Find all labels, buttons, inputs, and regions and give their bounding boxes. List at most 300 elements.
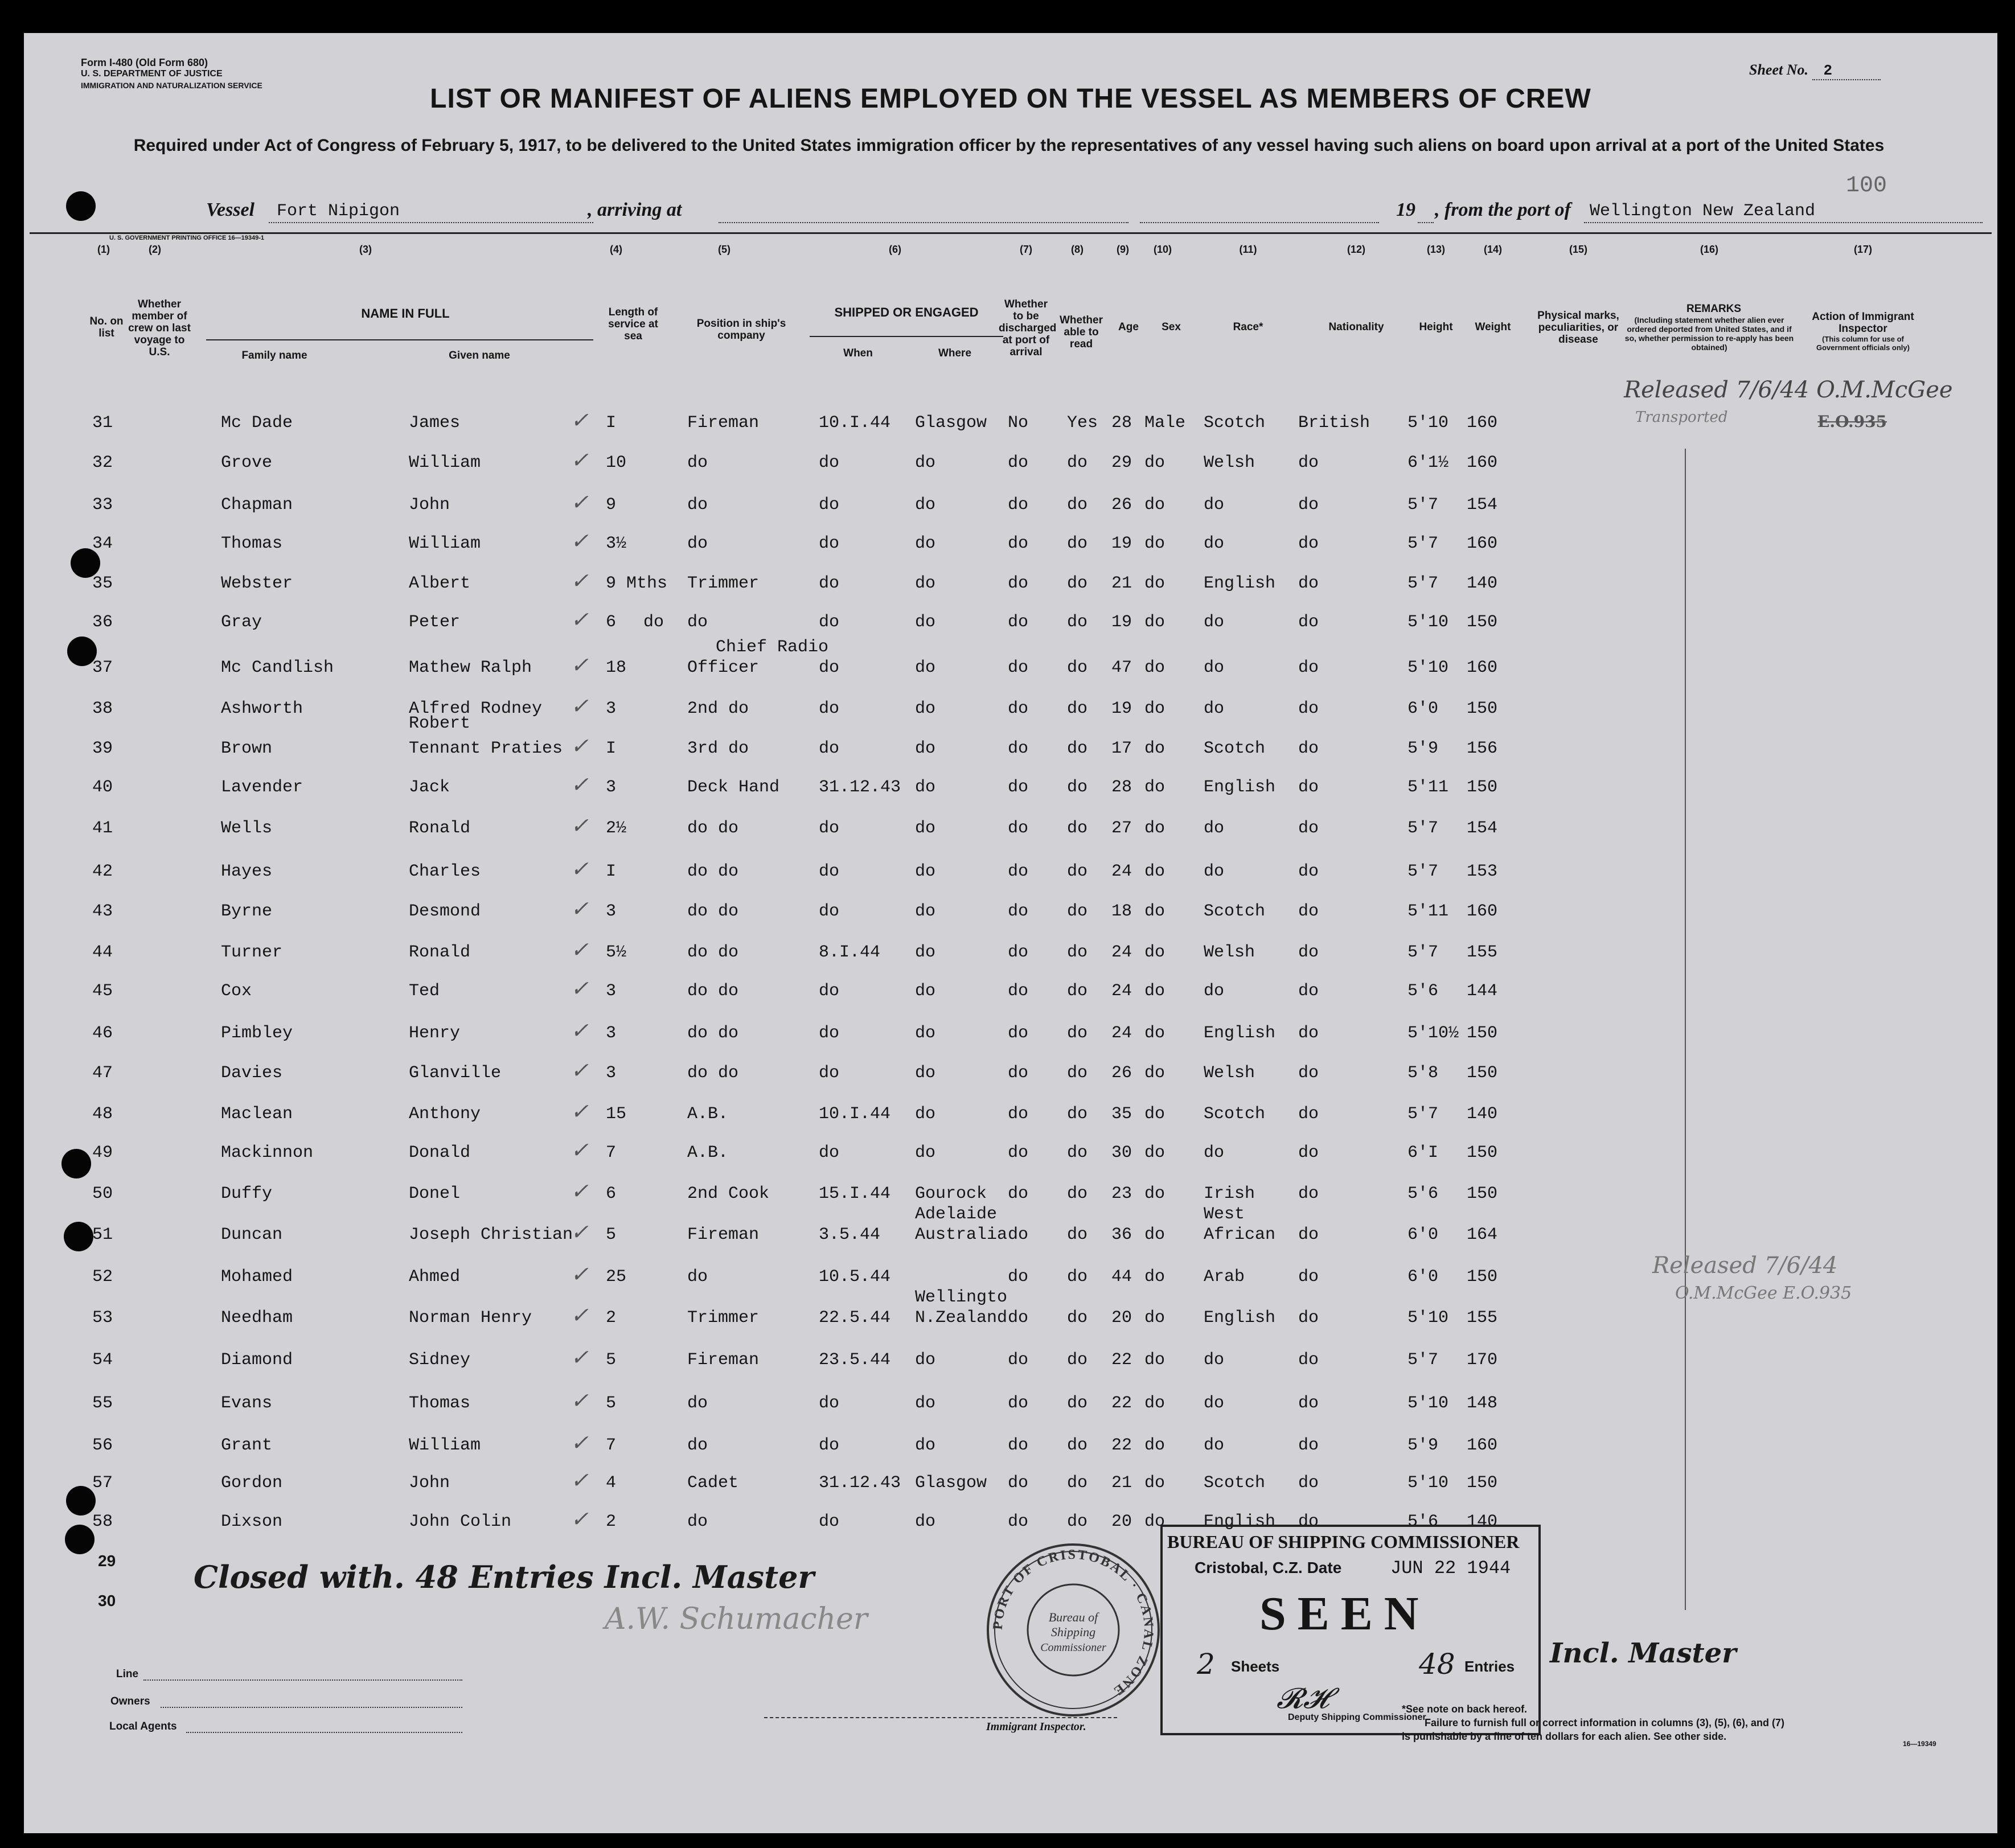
cell-service: 2½: [606, 819, 627, 838]
cell-sex: do: [1144, 534, 1166, 553]
cell-race: do: [1204, 613, 1225, 632]
table-row: [24, 733, 1675, 762]
table-row: [24, 528, 1675, 557]
check-mark-icon: ✓: [571, 652, 589, 677]
cell-service: 7: [606, 1143, 617, 1163]
stamp-title: BUREAU OF SHIPPING COMMISSIONER: [1167, 1531, 1520, 1552]
cell-no: 32: [92, 453, 113, 473]
cell-sex: do: [1144, 819, 1166, 838]
cell-sex: do: [1144, 943, 1166, 962]
closed-with-note: Closed with. 48 Entries Incl. Master: [194, 1559, 814, 1595]
cell-nat: do: [1298, 982, 1319, 1001]
cell-when: 22.5.44: [819, 1308, 891, 1328]
cell-race: do: [1204, 862, 1225, 881]
cell-family: Hayes: [221, 862, 273, 881]
cell-service: 3: [606, 1063, 617, 1083]
remarks-divider: [1685, 449, 1686, 1610]
cell-weight: 160: [1467, 453, 1498, 473]
cell-given: Joseph Christian: [409, 1225, 573, 1245]
cell-weight: 150: [1467, 778, 1498, 797]
stamp-sheets-value: 2: [1197, 1648, 1215, 1681]
cell-age: 24: [1111, 1024, 1132, 1043]
cell-race_above: West: [1204, 1205, 1245, 1224]
table-row: [24, 693, 1675, 733]
cell-height: 5'6: [1407, 1512, 1439, 1531]
cell-disch: do: [1008, 1473, 1029, 1493]
cell-age: 24: [1111, 943, 1132, 962]
table-row: [24, 856, 1675, 885]
cell-race: Scotch: [1204, 1104, 1266, 1124]
cell-age: 22: [1111, 1436, 1132, 1455]
cell-no: 29: [98, 1552, 116, 1570]
cell-when: 3.5.44: [819, 1225, 881, 1245]
cell-height: 5'7: [1407, 819, 1439, 838]
cell-nat: do: [1298, 453, 1319, 473]
cell-weight: 150: [1467, 1184, 1498, 1204]
cell-weight: 148: [1467, 1394, 1498, 1413]
cell-disch: do: [1008, 1436, 1029, 1455]
cell-age: 20: [1111, 1308, 1132, 1328]
cell-race: do: [1204, 1143, 1225, 1163]
check-mark-icon: ✓: [571, 1388, 589, 1413]
cell-no: 31: [92, 413, 113, 433]
cell-service: 5: [606, 1350, 617, 1370]
table-row: [24, 1137, 1675, 1166]
cell-disch: do: [1008, 1512, 1029, 1531]
cell-read: Yes: [1067, 413, 1098, 433]
cell-family: Mc Candlish: [221, 658, 334, 677]
stamp-place: Cristobal, C.Z. Date: [1195, 1559, 1342, 1576]
check-mark-icon: ✓: [571, 1178, 589, 1204]
cell-read: do: [1067, 778, 1088, 797]
cell-where_above: Wellingto: [915, 1288, 1008, 1307]
cell-no: 36: [92, 613, 113, 632]
cell-age: 28: [1111, 778, 1132, 797]
cell-disch: do: [1008, 982, 1029, 1001]
cell-sex: do: [1144, 1308, 1166, 1328]
cell-read: do: [1067, 862, 1088, 881]
cell-family: Grove: [221, 453, 273, 473]
table-row: [24, 490, 1675, 518]
cell-disch: do: [1008, 1024, 1029, 1043]
cell-sex: do: [1144, 1394, 1166, 1413]
cell-read: do: [1067, 658, 1088, 677]
cell-disch: do: [1008, 495, 1029, 515]
table-row: [24, 1388, 1675, 1416]
cell-nat: do: [1298, 574, 1319, 593]
cell-nat: do: [1298, 495, 1319, 515]
cell-age: 19: [1111, 699, 1132, 718]
table-row: [24, 1099, 1675, 1127]
table-row: [24, 1178, 1675, 1207]
cell-sex: do: [1144, 1225, 1166, 1245]
cell-given: Thomas: [409, 1394, 471, 1413]
port-seal: [979, 1536, 1167, 1724]
seal-inner-2: Shipping: [1050, 1625, 1096, 1639]
cell-family: Dixson: [221, 1512, 283, 1531]
cell-extra: do: [643, 613, 664, 632]
cell-position: do do: [687, 819, 739, 838]
check-mark-icon: ✓: [571, 1430, 589, 1455]
cell-where: do: [915, 1143, 936, 1163]
cell-nat: do: [1298, 1143, 1319, 1163]
cell-family: Mc Dade: [221, 413, 293, 433]
cell-height: 5'6: [1407, 982, 1439, 1001]
cell-position: do: [687, 495, 708, 515]
cell-position: do: [687, 613, 708, 632]
cell-family: Chapman: [221, 495, 293, 515]
check-mark-icon: ✓: [571, 772, 589, 797]
cell-no: 45: [92, 982, 113, 1001]
cell-family: Lavender: [221, 778, 303, 797]
cell-no: 41: [92, 819, 113, 838]
cell-read: do: [1067, 613, 1088, 632]
table-row: [24, 1262, 1675, 1290]
released-note-1: Released 7/6/44 O.M.McGee: [1624, 377, 1953, 403]
cell-family: Pimbley: [221, 1024, 293, 1043]
cell-when: do: [819, 819, 840, 838]
cell-position: do do: [687, 943, 739, 962]
cell-given: Charles: [409, 862, 481, 881]
cell-read: do: [1067, 1308, 1088, 1328]
cell-disch: do: [1008, 739, 1029, 758]
cell-height: 6'0: [1407, 1267, 1439, 1287]
cell-height: 5'7: [1407, 574, 1439, 593]
cell-given: Tennant Praties: [409, 739, 563, 758]
seal-inner-3: Commissioner: [1040, 1641, 1106, 1654]
manifest-subtitle: Required under Act of Congress of February 5, 1917, to be delivered to the United States immigration officer by the representatives of any vessel having such aliens on board upon arrival at a port of the United States: [133, 136, 1885, 155]
cell-disch: do: [1008, 453, 1029, 473]
cell-given: John: [409, 1473, 450, 1493]
cell-weight: 160: [1467, 1436, 1498, 1455]
cell-read: do: [1067, 739, 1088, 758]
cell-position: do: [687, 453, 708, 473]
cell-position: Officer: [687, 658, 760, 677]
cell-sex: do: [1144, 495, 1166, 515]
cell-read: do: [1067, 1104, 1088, 1124]
cell-age: 26: [1111, 495, 1132, 515]
cell-sex: do: [1144, 1184, 1166, 1204]
cell-family: Needham: [221, 1308, 293, 1328]
cell-no: 34: [92, 534, 113, 553]
cell-given: Jack: [409, 778, 450, 797]
cell-nat: do: [1298, 1184, 1319, 1204]
cell-age: 19: [1111, 534, 1132, 553]
cell-where: Australia: [915, 1225, 1008, 1245]
cell-disch: do: [1008, 862, 1029, 881]
table-row: [24, 1205, 1675, 1248]
cell-nat: do: [1298, 1473, 1319, 1493]
cell-nat: do: [1298, 1436, 1319, 1455]
cell-service: 9: [606, 495, 617, 515]
cell-weight: 150: [1467, 1267, 1498, 1287]
cell-height: 6'0: [1407, 699, 1439, 718]
cell-service: 6: [606, 613, 617, 632]
cell-height: 5'9: [1407, 1436, 1439, 1455]
cell-service: 5: [606, 1225, 617, 1245]
inspector-signature: A.W. Schumacher: [605, 1602, 868, 1636]
cell-given: John Colin: [409, 1512, 512, 1531]
cell-age: 36: [1111, 1225, 1132, 1245]
cell-family: Thomas: [221, 534, 283, 553]
cell-service: 15: [606, 1104, 627, 1124]
stamp-signature: 𝓡𝓗: [1277, 1682, 1329, 1715]
cell-sex: Male: [1144, 413, 1186, 433]
cell-age: 35: [1111, 1104, 1132, 1124]
vessel-line: Vessel Fort Nipigon , arriving at 19 , from the port of Wellington New Zealand: [206, 199, 1914, 224]
cell-height: 5'7: [1407, 1350, 1439, 1370]
cell-where: do: [915, 1063, 936, 1083]
cell-sex: do: [1144, 453, 1166, 473]
cell-read: do: [1067, 1436, 1088, 1455]
cell-disch: do: [1008, 1104, 1029, 1124]
cell-race: do: [1204, 1350, 1225, 1370]
cell-position: do: [687, 1512, 708, 1531]
cell-nat: do: [1298, 902, 1319, 921]
check-mark-icon: ✓: [571, 733, 589, 758]
cell-weight: 170: [1467, 1350, 1498, 1370]
cell-sex: do: [1144, 982, 1166, 1001]
cell-where: Glasgow: [915, 1473, 987, 1493]
cell-nat: do: [1298, 739, 1319, 758]
cell-when: 31.12.43: [819, 1473, 901, 1493]
cell-family: Turner: [221, 943, 283, 962]
cell-given: Desmond: [409, 902, 481, 921]
seal-outer-text: PORT OF CRISTOBAL · CANAL ZONE: [990, 1547, 1156, 1699]
cell-family: Brown: [221, 739, 273, 758]
cell-read: do: [1067, 1024, 1088, 1043]
vessel-name: Fort Nipigon: [277, 202, 400, 221]
cell-position: Fireman: [687, 1225, 760, 1245]
cell-read: do: [1067, 1267, 1088, 1287]
stamp-seen: SEEN: [1259, 1587, 1430, 1640]
cell-when: 10.I.44: [819, 413, 891, 433]
cell-given: Donald: [409, 1143, 471, 1163]
cell-family: Maclean: [221, 1104, 293, 1124]
sheet-number: Sheet No. 2: [1749, 61, 1881, 80]
form-id: Form I-480 (Old Form 680) U. S. DEPARTMENT OF JUSTICE IMMIGRATION AND NATURALIZATION SERVICE: [81, 57, 262, 90]
cell-height: 5'6: [1407, 1184, 1439, 1204]
check-mark-icon: ✓: [571, 1058, 589, 1083]
cell-when: do: [819, 574, 840, 593]
cell-when: do: [819, 902, 840, 921]
cell-when: do: [819, 1024, 840, 1043]
cell-race: Arab: [1204, 1267, 1245, 1287]
cell-read: do: [1067, 495, 1088, 515]
cell-given: Mathew Ralph: [409, 658, 532, 677]
cell-read: do: [1067, 453, 1088, 473]
cell-nat: do: [1298, 1512, 1319, 1531]
cell-position: do do: [687, 862, 739, 881]
cell-disch: do: [1008, 613, 1029, 632]
check-mark-icon: ✓: [571, 408, 589, 433]
cell-disch: do: [1008, 699, 1029, 718]
cell-height: 5'7: [1407, 943, 1439, 962]
cell-where: do: [915, 819, 936, 838]
cell-service: I: [606, 862, 617, 881]
table-row: [24, 1058, 1675, 1086]
cell-where: do: [915, 495, 936, 515]
cell-service: 2: [606, 1512, 617, 1531]
footer-code: 16—19349: [1903, 1740, 1936, 1748]
cell-race: do: [1204, 982, 1225, 1001]
cell-no: 52: [92, 1267, 113, 1287]
cell-where: N.Zealand: [915, 1308, 1008, 1328]
cell-family: Evans: [221, 1394, 273, 1413]
cell-read: do: [1067, 1512, 1088, 1531]
cell-age: 24: [1111, 862, 1132, 881]
table-row: [24, 607, 1675, 635]
released-note-1-note: Transported: [1635, 409, 1728, 426]
cell-when: 23.5.44: [819, 1350, 891, 1370]
cell-when: do: [819, 658, 840, 677]
cell-no: 49: [92, 1143, 113, 1163]
cell-position: 2nd do: [687, 699, 749, 718]
cell-read: do: [1067, 574, 1088, 593]
cell-given2: Robert: [409, 714, 471, 733]
manifest-title: LIST OR MANIFEST OF ALIENS EMPLOYED ON THE VESSEL AS MEMBERS OF CREW: [430, 84, 1591, 114]
footer-line: Line: [116, 1668, 139, 1680]
cell-position: do do: [687, 982, 739, 1001]
cell-sex: do: [1144, 1143, 1166, 1163]
cell-position: A.B.: [687, 1143, 729, 1163]
cell-family: Diamond: [221, 1350, 293, 1370]
table-row: [24, 937, 1675, 966]
cell-sex: do: [1144, 778, 1166, 797]
cell-read: do: [1067, 699, 1088, 718]
footer-note-3: is punishable by a fine of ten dollars for each alien. See other side.: [1402, 1731, 1727, 1742]
check-mark-icon: ✓: [571, 1345, 589, 1370]
cell-disch: do: [1008, 1350, 1029, 1370]
cell-race: English: [1204, 1024, 1276, 1043]
cell-family: Grant: [221, 1436, 273, 1455]
footer-note-1: *See note on back hereof.: [1402, 1703, 1528, 1715]
cell-race: Scotch: [1204, 902, 1266, 921]
cell-race: do: [1204, 658, 1225, 677]
cell-nat: do: [1298, 658, 1319, 677]
cell-no: 38: [92, 699, 113, 718]
table-row: [24, 447, 1675, 476]
cell-service: 7: [606, 1436, 617, 1455]
cell-read: do: [1067, 1350, 1088, 1370]
cell-when: do: [819, 862, 840, 881]
check-mark-icon: ✓: [571, 1262, 589, 1287]
cell-service: 3: [606, 902, 617, 921]
cell-height: 5'10: [1407, 613, 1449, 632]
cell-read: do: [1067, 534, 1088, 553]
cell-read: do: [1067, 943, 1088, 962]
cell-where: Gourock: [915, 1184, 987, 1204]
cell-no: 44: [92, 943, 113, 962]
cell-disch: do: [1008, 902, 1029, 921]
cell-nat: do: [1298, 1267, 1319, 1287]
cell-disch: do: [1008, 1063, 1029, 1083]
cell-age: 22: [1111, 1394, 1132, 1413]
cell-sex: do: [1144, 613, 1166, 632]
cell-family: Davies: [221, 1063, 283, 1083]
cell-when: do: [819, 1394, 840, 1413]
cell-when: do: [819, 495, 840, 515]
cell-nat: do: [1298, 1225, 1319, 1245]
cell-weight: 140: [1467, 1512, 1498, 1531]
check-mark-icon: ✓: [571, 896, 589, 921]
cell-disch: do: [1008, 574, 1029, 593]
cell-no: 54: [92, 1350, 113, 1370]
cell-when: do: [819, 1143, 840, 1163]
cell-nat: do: [1298, 534, 1319, 553]
cell-nat: British: [1298, 413, 1370, 433]
cell-family: Wells: [221, 819, 273, 838]
cell-service: 5½: [606, 943, 627, 962]
cell-position: Deck Hand: [687, 778, 780, 797]
cell-when: do: [819, 982, 840, 1001]
cell-position: do do: [687, 1063, 739, 1083]
cell-no: 58: [92, 1512, 113, 1531]
cell-weight: 153: [1467, 862, 1498, 881]
cell-position: Fireman: [687, 413, 760, 433]
cell-sex: do: [1144, 739, 1166, 758]
cell-sex: do: [1144, 902, 1166, 921]
table-row: [24, 638, 1675, 681]
cell-height: 5'10: [1407, 1394, 1449, 1413]
cell-no: 35: [92, 574, 113, 593]
cell-age: 20: [1111, 1512, 1132, 1531]
cell-age: 30: [1111, 1143, 1132, 1163]
cell-service: 3½: [606, 534, 627, 553]
cell-read: do: [1067, 819, 1088, 838]
cell-position: Trimmer: [687, 1308, 760, 1328]
cell-disch: do: [1008, 1225, 1029, 1245]
cell-weight: 144: [1467, 982, 1498, 1001]
cell-age: 47: [1111, 658, 1132, 677]
cell-age: 21: [1111, 574, 1132, 593]
cell-when: do: [819, 699, 840, 718]
cell-sex: do: [1144, 699, 1166, 718]
table-row: [24, 408, 1675, 436]
cell-position: do: [687, 1267, 708, 1287]
cell-weight: 150: [1467, 613, 1498, 632]
cell-sex: do: [1144, 574, 1166, 593]
cell-service: 9 Mths: [606, 574, 668, 593]
cell-service: 6: [606, 1184, 617, 1204]
cell-given: William: [409, 453, 481, 473]
table-row: [24, 1288, 1675, 1331]
cell-when: 10.I.44: [819, 1104, 891, 1124]
cell-service: 3: [606, 982, 617, 1001]
cell-position: 3rd do: [687, 739, 749, 758]
cell-no: 50: [92, 1184, 113, 1204]
footer-note-2: Failure to furnish full or correct information in columns (3), (5), (6), and (7): [1425, 1717, 1785, 1728]
cell-position: do do: [687, 902, 739, 921]
cell-disch: do: [1008, 1184, 1029, 1204]
cell-nat: do: [1298, 778, 1319, 797]
cell-when: do: [819, 453, 840, 473]
cell-given: Henry: [409, 1024, 461, 1043]
cell-nat: do: [1298, 1394, 1319, 1413]
cell-race: Welsh: [1204, 943, 1255, 962]
cell-nat: do: [1298, 862, 1319, 881]
cell-position: 2nd Cook: [687, 1184, 770, 1204]
cell-family: Ashworth: [221, 699, 303, 718]
cell-service: I: [606, 413, 617, 433]
cell-given: James: [409, 413, 461, 433]
cell-race: do: [1204, 699, 1225, 718]
cell-family: Mohamed: [221, 1267, 293, 1287]
cell-weight: 150: [1467, 1473, 1498, 1493]
cell-where: do: [915, 1350, 936, 1370]
cell-disch: do: [1008, 658, 1029, 677]
cell-disch: No: [1008, 413, 1029, 433]
